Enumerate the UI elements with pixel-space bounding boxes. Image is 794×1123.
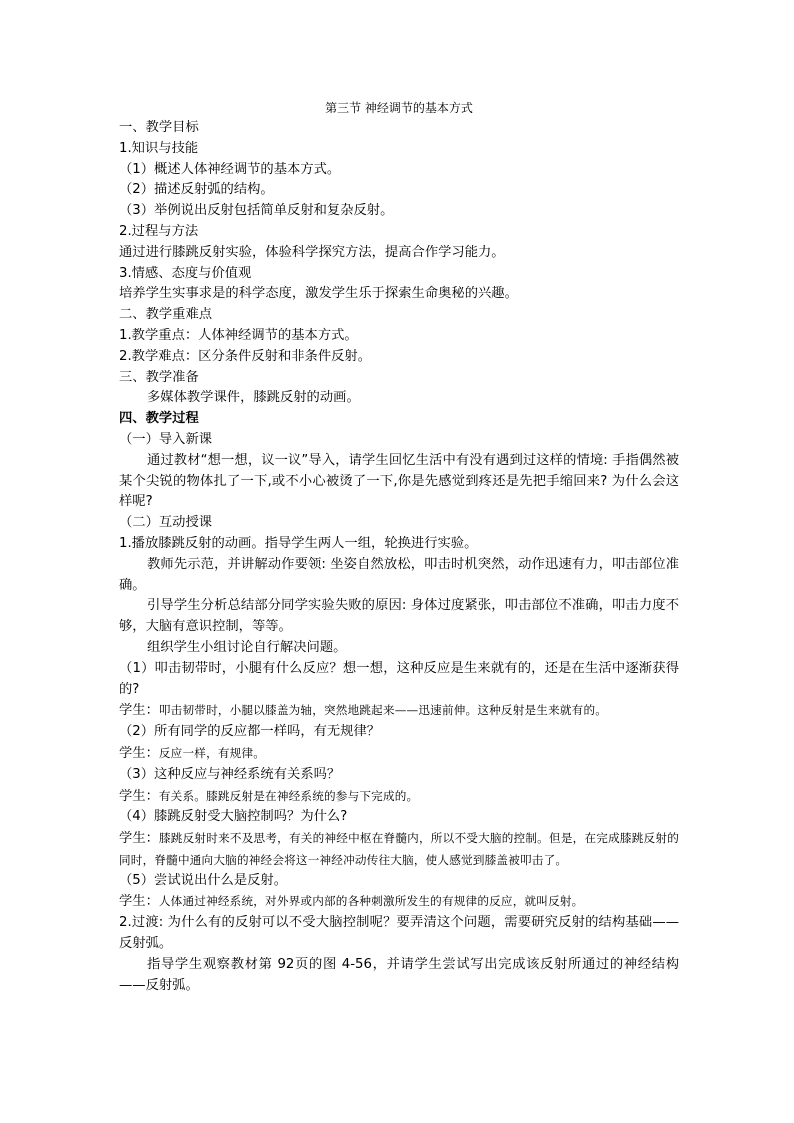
document-page bbox=[119, 100, 679, 996]
text-line: 1.教学重点：人体神经调节的基本方式。 bbox=[119, 327, 358, 343]
text-line: 2.过渡: 为什么有的反射可以不受大脑控制呢？要弄清这个问题，需要研究反射的结构基础——反射弧。 bbox=[119, 915, 679, 952]
text-line: （1）概述人体神经调节的基本方式。 bbox=[119, 161, 341, 177]
text-line: （1）叩击韧带时，小腿有什么反应？想一想，这种反应是生来就有的，还是在生活中逐渐获得的? bbox=[119, 660, 679, 697]
text-line: 三、教学准备 bbox=[119, 369, 199, 385]
text-line: 3.情感、态度与价值观 bbox=[119, 265, 252, 281]
text-line: 2.教学难点：区分条件反射和非条件反射。 bbox=[119, 348, 372, 364]
student-answer-text: 人体通过神经系统，对外界或内部的各种刺激所发生的有规律的反应，就叫反射。 bbox=[158, 894, 584, 909]
student-answer bbox=[119, 786, 679, 808]
student-answer-text: 膝跳反射时来不及思考，有关的神经中枢在脊髓内，所以不受大脑的控制。但是，在完成膝跳反射的同时，脊髓中通向大脑的神经会将这一神经冲动传往大脑，使人感觉到膝盖被叩击了。 bbox=[119, 831, 679, 867]
student-answer-text: 反应一样，有规律。 bbox=[158, 745, 266, 760]
student-label: 学生： bbox=[119, 894, 159, 910]
text-line: 2.过程与方法 bbox=[119, 223, 199, 239]
student-label: 学生： bbox=[119, 703, 159, 719]
text-line: 指导学生观察教材第 92页的图 4-56，并请学生尝试写出完成该反射所通过的神经结构——反射弧。 bbox=[119, 956, 679, 993]
text-line: 1.知识与技能 bbox=[119, 140, 199, 156]
student-answer-text: 叩击韧带时，小腿以膝盖为轴，突然地跳起来——迅速前伸。这种反射是生来就有的。 bbox=[158, 703, 608, 718]
student-answer-text: 有关系。膝跳反射是在神经系统的参与下完成的。 bbox=[158, 788, 419, 803]
student-answer bbox=[119, 743, 679, 765]
student-answer bbox=[119, 700, 679, 722]
text-line: 引导学生分析总结部分同学实验失败的原因: 身体过度紧张，叩击部位不准确，叩击力度不够，大脑有意识控制，等等。 bbox=[119, 598, 679, 635]
text-line: 多媒体教学课件，膝跳反射的动画。 bbox=[147, 390, 360, 406]
text-line: （2）所有同学的反应都一样吗，有无规律？ bbox=[119, 724, 381, 740]
student-answer bbox=[119, 891, 679, 913]
document-body bbox=[119, 118, 679, 996]
text-line: 教师先示范，并讲解动作要领: 坐姿自然放松，叩击时机突然，动作迅速有力，叩击部位准确。 bbox=[119, 556, 679, 593]
text-line: （二）互动授课 bbox=[119, 515, 213, 531]
text-line: （4）膝跳反射受大脑控制吗？为什么? bbox=[119, 809, 348, 825]
text-line: 一、教学目标 bbox=[119, 120, 199, 135]
text-line: 通过进行膝跳反射实验，体验科学探究方法，提高合作学习能力。 bbox=[119, 244, 505, 260]
text-line: （一）导入新课 bbox=[119, 431, 213, 447]
text-line: 四、教学过程 bbox=[119, 411, 199, 427]
student-label: 学生： bbox=[119, 831, 159, 847]
student-label: 学生： bbox=[119, 745, 159, 761]
student-label: 学生： bbox=[119, 788, 159, 804]
student-answer bbox=[119, 828, 679, 871]
text-line: 二、教学重难点 bbox=[119, 307, 213, 323]
text-line: （3）这种反应与神经系统有关系吗？ bbox=[119, 766, 341, 782]
text-line: （5）尝试说出什么是反射。 bbox=[119, 872, 288, 888]
text-line: 通过教材“想一想，议一议”导入，请学生回忆生活中有没有遇到过这样的情境: 手指偶然被某个尖锐的物体扎了一下,或不小心被烫了一下,你是先感觉到疼还是先把手缩回来? 为什么会这样呢? bbox=[119, 452, 679, 510]
text-line: （2）描述反射弧的结构。 bbox=[119, 182, 274, 198]
text-line: 1.播放膝跳反射的动画。指导学生两人一组，轮换进行实验。 bbox=[119, 535, 478, 551]
document-title: 第三节 神经调节的基本方式 bbox=[325, 101, 473, 115]
text-line: 组织学生小组讨论自行解决问题。 bbox=[147, 639, 347, 655]
text-line: （3）举例说出反射包括简单反射和复杂反射。 bbox=[119, 203, 394, 219]
text-line: 培养学生实事求是的科学态度，激发学生乐于探索生命奥秘的兴趣。 bbox=[119, 286, 518, 302]
